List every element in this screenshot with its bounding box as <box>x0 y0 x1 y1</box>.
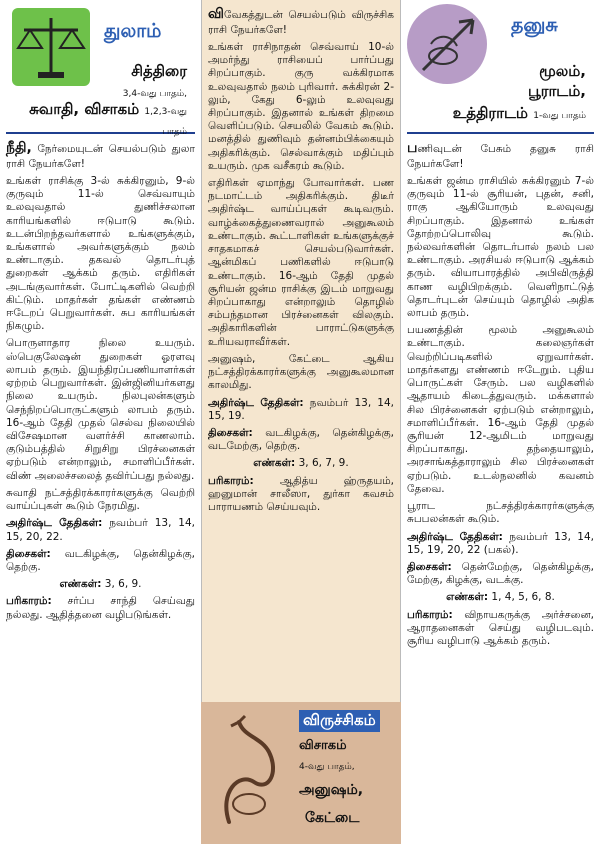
sagittarius-num-label: எண்கள்: <box>446 591 489 604</box>
sagittarius-drop-cap: ப <box>407 140 418 156</box>
sagittarius-numbers <box>407 591 594 604</box>
sagittarius-rem-value: விநாயகருக்கு அர்ச்சனை, ஆராதனைகள் செய்து வழிபடவும். சூரிய வழிபாடு ஆக்கம் தரும். <box>407 608 594 648</box>
libra-dir-label: திசைகள்: <box>6 547 51 560</box>
scorpio-header <box>201 702 401 844</box>
libra-lucky-dates <box>6 517 195 543</box>
scorpio-lucky-value: நவம்பர் 13, 14, 15, 19. <box>208 396 395 422</box>
libra-column <box>0 0 201 844</box>
sagittarius-intro-text: ணிவுடன் பேசும் தனுசு ராசி நேயர்களே! <box>407 143 594 170</box>
sagittarius-para-4: பூராட நட்சத்திரக்காரர்களுக்கு சுபபலன்கள் கூடும். <box>407 500 594 526</box>
scorpio-star-1: விசாகம் <box>299 738 347 753</box>
libra-header <box>6 0 195 137</box>
libra-directions <box>6 548 195 574</box>
scorpio-star-3: கேட்டை <box>305 810 360 826</box>
libra-star-2-part: 1,2,3-வது பாதம் <box>144 107 187 137</box>
libra-star-1-name: சித்திரை <box>131 62 187 80</box>
scorpion-icon <box>209 712 295 836</box>
sagittarius-rem-label: பரிகாரம்: <box>407 608 453 621</box>
libra-num-label: எண்கள்: <box>59 578 102 591</box>
scorpio-rem-label: பரிகாரம்: <box>208 474 254 487</box>
sagittarius-para-2: உங்கள் ஜன்ம ராசியில் சுக்கிரனும் 7-ல் குருவும் 11-ல் சூரியன், புதன், சனி, ராகு ஆகியோரும் உலவுவது சிறப்பாகும். இதனால் உங்கள் தோற்றப்பொலிவு கூடும். நல்லவர்களின் தொடர்பால் நலம் பல உண்டாகும். அரசியல் ஈடுபாடு ஆக்கம் தரும். வியாபாரத்தில் அபிவிருத்தி காண வழிபிறக்கும். வெளிநாட்டுத் தொடர்புடன் செய்யும் தொழில் அதிக லாபம் தரும். <box>407 174 594 320</box>
scorpio-para-4: அனுஷம், கேட்டை ஆகிய நட்சத்திரக்காரர்களுக்கு அனுகூலமான காலமிது. <box>208 352 394 392</box>
scorpio-directions <box>208 427 394 453</box>
scorpio-drop-cap: வி <box>208 6 224 22</box>
libra-lucky-value: நவம்பர் 13, 14, 15, 20, 22. <box>6 517 196 543</box>
scorpio-para-2: உங்கள் ராசிநாதன் செவ்வாய் 10-ல் அமர்ந்து ராசியைப் பார்ப்பது சிறப்பாகும். குரு வக்கிரமாக உலவுவதால் நலம் புரிவார். சுக்கிரன் 2-லும், கேது 6-லும் உலவுவது சிறப்பாகும். இதனால் உங்கள் திறமை வெளிப்படும். செயலில் வேகம் கூடும். மனத்தில் துணிவும் தன்னம்பிக்கையும் அதிகரிக்கும். செல்வாக்கும் மதிப்பும் உயரும். முக வசீகரம் கூடும். <box>208 40 394 172</box>
scorpio-num-value: 3, 6, 7, 9. <box>298 457 349 470</box>
sagittarius-title: தனுசு <box>511 14 558 36</box>
scorpio-star-1-part: 4-வது பாதம், <box>299 762 355 772</box>
libra-para-2: உங்கள் ராசிக்கு 3-ல் சுக்கிரனும், 9-ல் குருவும் 11-ல் செவ்வாயும் உலவுவதால் துணிச்சலான காரியங்களில் ஈடுபாடு கூடும். உடன்பிறந்தவர்களால் உங்களுக்கும், உங்களால் அவர்களுக்கும் நலம் உண்டாகும். தகவல் தொடர்புத் துறைகள் ஆக்கம் தரும். எதிரிகள் அடங்குவார்கள். போட்டிகளில் வெற்றி கிட்டும். மாதர்கள் தங்கள் எண்ணம் ஈடேறப் பெறுவார்கள். சுப காரியங்கள் நிகழும். <box>6 174 195 333</box>
libra-remedy <box>6 595 195 621</box>
sagittarius-lucky-label: அதிர்ஷ்ட தேதிகள்: <box>407 530 503 543</box>
sagittarius-num-value: 1, 4, 5, 6, 8. <box>491 591 555 604</box>
sagittarius-star-2: பூராடம், <box>528 82 586 100</box>
scorpio-lucky-label: அதிர்ஷ்ட தேதிகள்: <box>208 396 304 409</box>
sagittarius-remedy <box>407 609 594 649</box>
sagittarius-intro <box>407 140 594 171</box>
libra-star-1-part: 3,4-வது பாதம், <box>122 89 187 99</box>
scorpio-intro-text: வேகத்துடன் செயல்படும் விருச்சிக ராசி நேயர்களே! <box>208 9 394 36</box>
sagittarius-directions <box>407 561 594 587</box>
libra-lucky-label: அதிர்ஷ்ட தேதிகள்: <box>6 517 103 530</box>
scorpio-lucky-dates <box>208 397 394 423</box>
sagittarius-dir-label: திசைகள்: <box>407 560 452 573</box>
libra-intro-text: நேர்மையுடன் செயல்படும் துலா ராசி நேயர்களே! <box>6 143 195 170</box>
scorpio-dir-label: திசைகள்: <box>208 426 253 439</box>
divider <box>407 132 594 134</box>
libra-rem-value: சர்ப்ப சாந்தி செய்வது நல்லது. ஆதித்தனை வழிபடுங்கள். <box>6 595 195 621</box>
scorpio-dir-value: வடகிழக்கு, தென்கிழக்கு, வடமேற்கு, தெற்கு. <box>208 426 394 453</box>
scorpio-rem-value: ஆதித்ய ஹ்ருதயம், ஹனுமான் சாலீஸா, துர்கா கவசம் பாராயணம் செய்யவும். <box>208 474 395 514</box>
libra-icon <box>12 8 90 86</box>
sagittarius-dir-value: தென்மேற்கு, தென்கிழக்கு, மேற்கு, கிழக்கு, வடக்கு. <box>407 560 595 587</box>
sagittarius-column <box>401 0 600 844</box>
libra-para-4: சுவாதி நட்சத்திரக்காரர்களுக்கு வெற்றி வாய்ப்புகள் கூடும் நேரமிது. <box>6 486 195 513</box>
sagittarius-para-3: பயணத்தின் மூலம் அனுகூலம் உண்டாகும். கலைஞர்கள் வெற்றிப்படிகளில் ஏறுவார்கள். மாதர்களது எண்ணம் ஈடேறும். புதிய பொருட்கள் சேரும். பல வழிகளில் ஆதாயம் கிடைத்துவரும். மக்களால் சில பிரச்னைகள் ஏற்படும் என்றாலும், சமாளிப்பீர்கள். 16-ஆம் தேதி முதல் சூரியன் 12-ஆமிடம் மாறுவது சிறப்பாகாது. தந்தையாலும், அரசாங்கத்தாராலும் சில பிரச்னைகள் ஏற்படும். உடல்நலனில் கவனம் தேவை. <box>407 324 594 495</box>
libra-rem-label: பரிகாரம்: <box>6 595 52 608</box>
libra-intro <box>6 140 195 171</box>
sagittarius-star-1: மூலம், <box>539 62 586 80</box>
sagittarius-star-3 <box>453 104 586 124</box>
libra-star-1 <box>123 62 187 100</box>
sagittarius-star-3-name: உத்திராடம் <box>452 104 528 122</box>
scorpio-remedy <box>208 475 394 515</box>
libra-star-2-name: சுவாதி, விசாகம் <box>29 100 140 118</box>
libra-drop-cap: நீதி, <box>6 140 32 156</box>
scorpio-intro <box>208 6 394 37</box>
libra-numbers <box>6 578 195 591</box>
libra-star-2 <box>6 100 187 138</box>
sagittarius-star-3-part: 1-வது பாதம் <box>533 111 586 121</box>
sagittarius-icon <box>407 4 487 84</box>
scorpio-num-label: எண்கள்: <box>253 457 296 470</box>
scorpio-title: விருச்சிகம் <box>299 710 380 732</box>
libra-dir-value: வடகிழக்கு, தென்கிழக்கு, தெற்கு. <box>6 547 195 573</box>
libra-para-3: பொருளாதார நிலை உயரும். ஸ்பெகுலேஷன் துறைகள் ஓரளவு லாபம் தரும். இயந்திரப்பணியாளர்கள் ஏற்றம் பெறுவார்கள். இன்ஜினியர்களது நிலை உயரும். நிலபுலன்களும் செந்நிறப்பொருட்களும் லாபம் தரும். 16-ஆம் தேதி முதல் செல்வ நிலையில் விசேஷமான வளர்ச்சி காணலாம். குடும்பத்தில் சிறுசிறு பிரச்னைகள் ஏற்படும் என்றாலும், சமாளிப்பீர்கள். விண் அலைச்சலைத் தவிர்ப்பது நல்லது. <box>6 337 195 482</box>
scorpio-star-2: அனுஷம், <box>299 782 364 798</box>
libra-num-value: 3, 6, 9. <box>104 578 142 591</box>
scorpio-para-3: எதிரிகள் ஏமாந்து போவார்கள். பண நடமாட்டம் அதிகரிக்கும். திடீர் அதிர்ஷ்ட வாய்ப்புகள் கூடிவரும். வாழ்க்கைத்துணைவரால் அனுகூலம் உண்டாகும். கூட்டாளிகள் உங்களுக்குச் சாதகமாகச் செயல்படுவார்கள். ஆன்மிகப் பணிகளில் ஈடுபாடு உண்டாகும். 16-ஆம் தேதி முதல் சூரியன் ஜன்ம ராசிக்கு இடம் மாறுவது சிறப்பாகாது என்றாலும் தொழில் சம்பந்தமான பிரச்னைகள் விலகும். அதிகாரிகளின் பாராட்டுகளுக்கு உரியவராவீர்கள். <box>208 177 394 348</box>
sagittarius-lucky-value: நவம்பர் 13, 14, 15, 19, 20, 22 (பகல்). <box>407 530 595 556</box>
sagittarius-lucky-dates <box>407 531 594 557</box>
scorpio-numbers <box>208 457 394 470</box>
sagittarius-header <box>407 0 594 132</box>
libra-title: துலாம் <box>104 20 162 42</box>
